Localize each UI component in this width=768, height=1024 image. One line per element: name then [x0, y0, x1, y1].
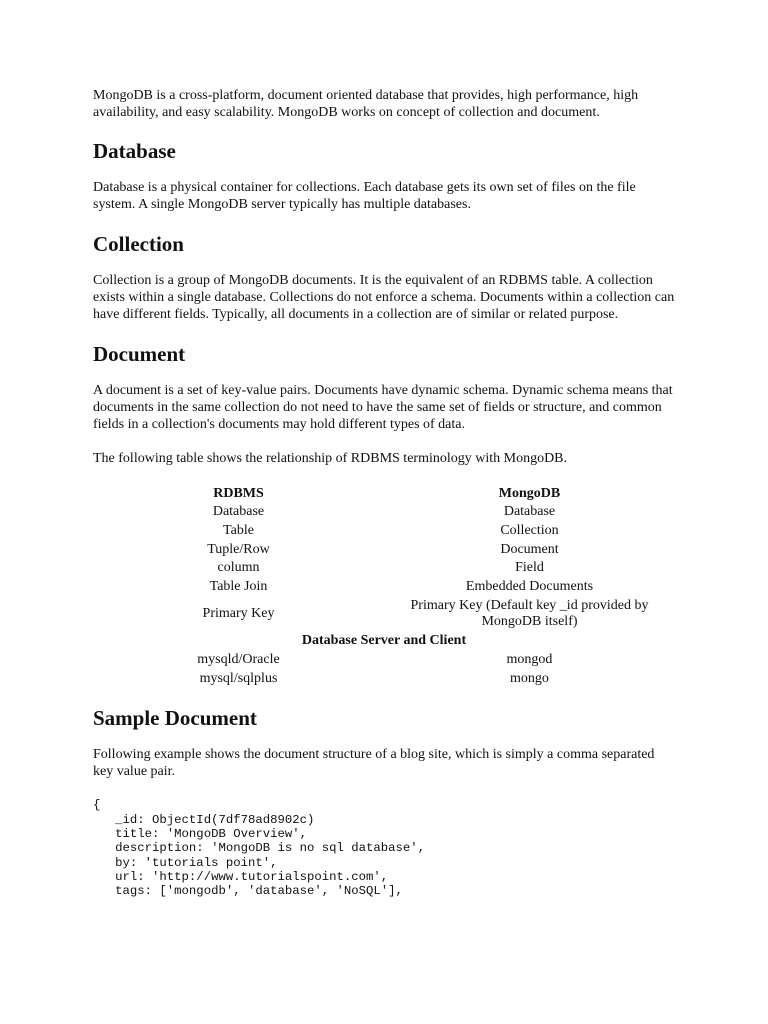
code-line: url: 'http://www.tutorialspoint.com', — [93, 869, 389, 884]
code-line: { — [93, 798, 101, 813]
document-paragraph: A document is a set of key-value pairs. Documents have dynamic schema. Dynamic schema means that documents in the same collection do not need to have the same set of fields or structure, and common fields in a collection's documents may hold different types of data. — [93, 383, 673, 432]
sample-document-paragraph: Following example shows the document structure of a blog site, which is simply a comma separated key value pair. — [93, 747, 655, 780]
table-header-row — [93, 484, 675, 503]
table-row — [93, 521, 675, 540]
table-cell: mongod — [506, 651, 553, 667]
intro-paragraph: MongoDB is a cross-platform, document oriented database that provides, high performance, high availability, and easy scalability. MongoDB works on concept of collection and document. — [93, 88, 639, 120]
table-section-label: Database Server and Client — [301, 633, 467, 649]
table-cell: Table — [223, 522, 254, 538]
document-heading: Document — [93, 342, 186, 366]
code-line: by: 'tutorials point', — [93, 855, 278, 870]
document-page — [93, 87, 675, 898]
table-cell: Database — [503, 504, 556, 520]
table-row — [93, 503, 675, 522]
table-cell: Primary Key (Default key _id provided by MongoDB itself) — [410, 597, 649, 629]
table-row — [93, 596, 675, 632]
table-cell: mongo — [510, 670, 549, 686]
table-cell: Database — [212, 504, 265, 520]
mongodb-column-header: MongoDB — [498, 485, 561, 501]
table-cell: Collection — [500, 522, 559, 538]
code-line: _id: ObjectId(7df78ad8902c) — [93, 812, 315, 827]
table-cell: column — [217, 560, 260, 576]
rdbms-mongodb-table — [93, 484, 675, 687]
database-heading: Database — [93, 139, 176, 163]
collection-heading: Collection — [93, 232, 184, 256]
table-cell: Primary Key — [202, 605, 275, 621]
code-line: description: 'MongoDB is no sql database', — [93, 841, 426, 856]
sample-document-heading: Sample Document — [93, 706, 257, 731]
table-cell: Embedded Documents — [465, 578, 594, 594]
table-row — [93, 558, 675, 577]
table-cell: Table Join — [209, 578, 268, 594]
code-block — [93, 798, 675, 898]
table-cell: mysql/sqlplus — [199, 670, 278, 686]
table-cell: Document — [500, 541, 559, 557]
table-row — [93, 577, 675, 596]
table-cell: mysqld/Oracle — [197, 651, 280, 667]
table-cell: Tuple/Row — [207, 541, 270, 557]
table-intro-paragraph: The following table shows the relationship of RDBMS terminology with MongoDB. — [93, 451, 568, 466]
table-cell: Field — [515, 560, 544, 576]
database-paragraph: Database is a physical container for collections. Each database gets its own set of files on the file system. A single MongoDB server typically has multiple databases. — [93, 180, 636, 212]
code-line: title: 'MongoDB Overview', — [93, 826, 308, 841]
table-row — [93, 650, 675, 669]
collection-paragraph: Collection is a group of MongoDB documents. It is the equivalent of an RDBMS table. A collection exists within a single database. Collections do not enforce a schema. Documents within a collection can have different fields. Typically, all documents in a collection are of similar or related purpose. — [93, 273, 675, 322]
table-row — [93, 540, 675, 559]
table-section-row — [93, 632, 675, 651]
rdbms-column-header: RDBMS — [213, 485, 264, 501]
code-line: tags: ['mongodb', 'database', 'NoSQL'], — [93, 884, 403, 899]
table-row — [93, 669, 675, 688]
